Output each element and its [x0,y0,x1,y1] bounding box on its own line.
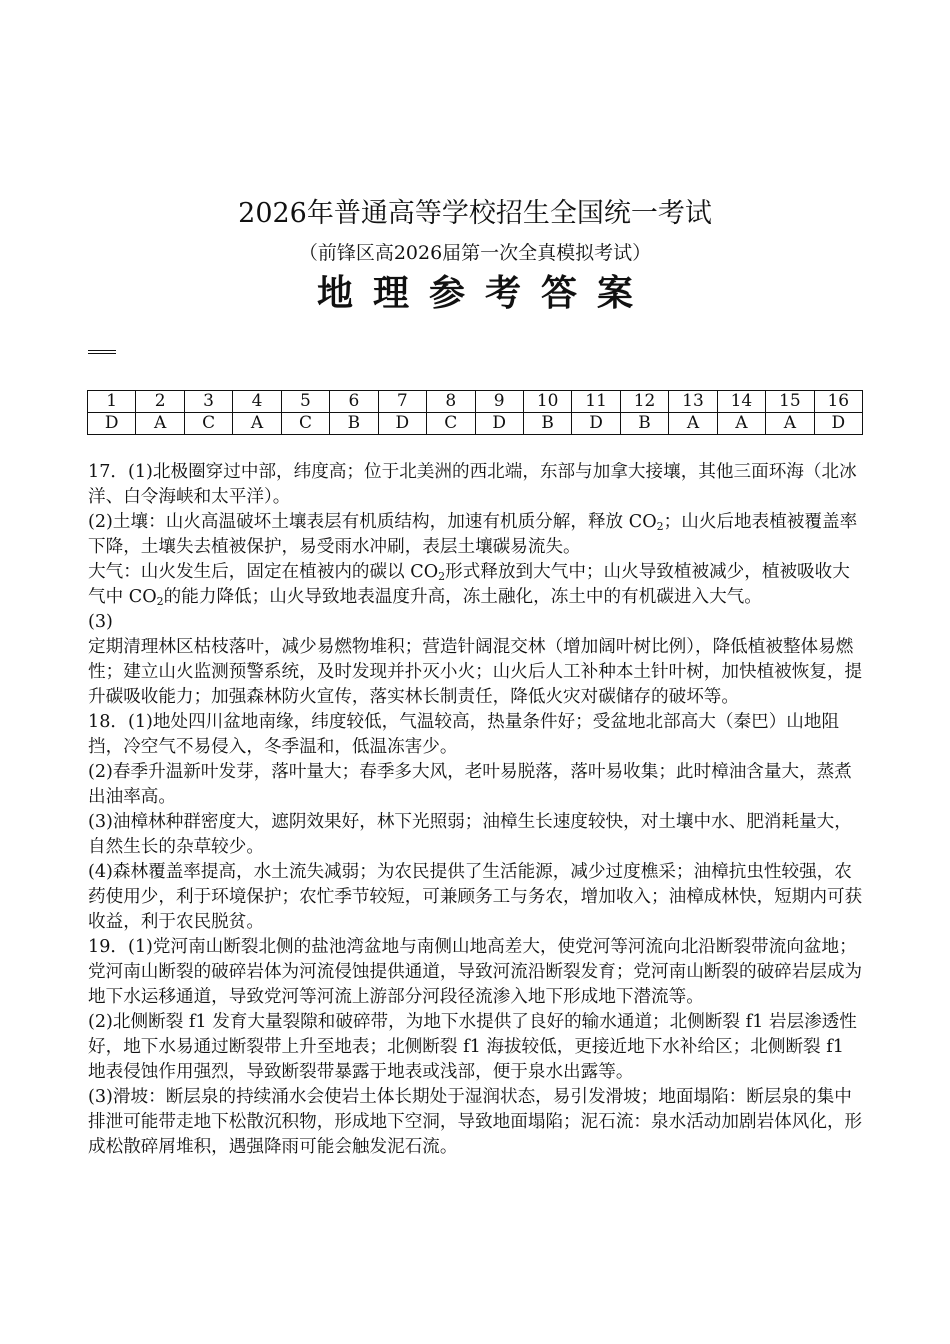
q17-part3: 定期清理林区枯枝落叶，减少易燃物堆积；营造针阔混交林（增加阔叶树比例），降低植被整体易燃性；建立山火监测预警系统，及时发现并扑灭小火；山火后人工补种本土针叶树，加快植被恢复，提升碳吸收能力；加强森林防火宣传，落实林长制责任，降低火灾对碳储存的破坏等。 [88,637,863,707]
q18-part3: (3)油樟林种群密度大，遮阴效果好，林下光照弱；油樟生长速度较快，对土壤中水、肥消耗量大，自然生长的杂草较少。 [88,812,852,857]
answer-cell: A [717,413,765,435]
answer-cell: A [766,413,814,435]
answer-cell: D [378,413,426,435]
question-number-cell: 9 [475,391,523,413]
question-number-row [88,391,863,413]
question-number-cell: 8 [427,391,475,413]
question-number-cell: 7 [378,391,426,413]
q19-part1: 19．(1)党河南山断裂北侧的盐池湾盆地与南侧山地高差大，使党河等河流向北沿断裂带流向盆地；党河南山断裂的破碎岩体为河流侵蚀提供通道，导致河流沿断裂发育；党河南山断裂的破碎岩层成为地下水运移通道，导致党河等河流上游部分河段径流渗入地下形成地下潜流等。 [88,937,863,1007]
answer-cell: D [814,413,862,435]
answer-cell: A [136,413,184,435]
q17-part3-label: (3) [88,612,113,632]
question-number-cell: 2 [136,391,184,413]
answer-cell: D [475,413,523,435]
q19-part3: (3)滑坡：断层泉的持续涌水会使岩土体长期处于湿润状态，易引发滑坡；地面塌陷：断层泉的集中排泄可能带走地下松散沉积物，形成地下空洞，导致地面塌陷；泥石流：泉水活动加剧岩体风化，形成松散碎屑堆积，遇强降雨可能会触发泥石流。 [88,1087,863,1157]
q17-part1: 17．(1)北极圈穿过中部，纬度高；位于北美洲的西北端，东部与加拿大接壤，其他三面环海（北冰洋、白令海峡和太平洋）。 [88,462,857,507]
question-number-cell: 14 [717,391,765,413]
q18-part4: (4)森林覆盖率提高，水土流失减弱；为农民提供了生活能源，减少过度樵采；油樟抗虫性较强，农药使用少，利于环境保护；农忙季节较短，可兼顾务工与务农，增加收入；油樟成林快，短期内可获收益，利于农民脱贫。 [88,862,863,932]
question-number-cell: 16 [814,391,862,413]
question-number-cell: 3 [184,391,232,413]
question-number-cell: 5 [281,391,329,413]
q18-part1: 18．(1)地处四川盆地南缘，纬度较低，气温较高，热量条件好；受盆地北部高大（秦巴）山地阻挡，冷空气不易侵入，冬季温和，低温冻害少。 [88,712,840,757]
answer-cell: C [184,413,232,435]
section-mark [88,350,116,358]
answer-cell: B [523,413,571,435]
question-number-cell: 15 [766,391,814,413]
answer-cell: B [330,413,378,435]
answer-table [87,390,863,435]
answer-cell: A [233,413,281,435]
question-number-cell: 6 [330,391,378,413]
question-number-cell: 13 [669,391,717,413]
question-number-cell: 1 [88,391,136,413]
answer-cell: C [427,413,475,435]
exam-subtitle: （前锋区高2026届第一次全真模拟考试） [298,242,652,264]
answer-cell: B [620,413,668,435]
q17-part2-soil: (2)土壤：山火高温破坏土壤表层有机质结构，加速有机质分解，释放 $CO_2$；山火后地表植被覆盖率下降，土壤失去植被保护，易受雨水冲刷，表层土壤碳易流失。 [88,512,858,557]
question-number-cell: 11 [572,391,620,413]
exam-title: 2026年普通高等学校招生全国统一考试 [238,198,712,229]
q19-part2: (2)北侧断裂 f1 发育大量裂隙和破碎带，为地下水提供了良好的输水通道；北侧断裂 f1 岩层渗透性好，地下水易通过断裂带上升至地表；北侧断裂 f1 海拔较低，更接近地下水补给区；北侧断裂 f1 地表侵蚀作用强烈，导致断裂带暴露于地表或浅部，便于泉水出露等。 [88,1012,857,1082]
q17-part2-atmosphere: 大气：山火发生后，固定在植被内的碳以 $CO_2$形式释放到大气中；山火导致植被减少，植被吸收大气中 $CO_2$的能力降低；山火导致地表温度升高，冻土融化，冻土中的有机碳进入大气。 [88,562,850,608]
answer-cell: A [669,413,717,435]
answer-row [88,413,863,435]
question-number-cell: 10 [523,391,571,413]
answer-cell: D [572,413,620,435]
answer-cell: C [281,413,329,435]
question-number-cell: 12 [620,391,668,413]
answer-key-heading: 地理参考答案 [316,273,653,314]
question-number-cell: 4 [233,391,281,413]
answer-cell: D [88,413,136,435]
answer-content [88,460,864,1160]
q18-part2: (2)春季升温新叶发芽，落叶量大；春季多大风，老叶易脱落，落叶易收集；此时樟油含量大，蒸煮出油率高。 [88,762,852,807]
